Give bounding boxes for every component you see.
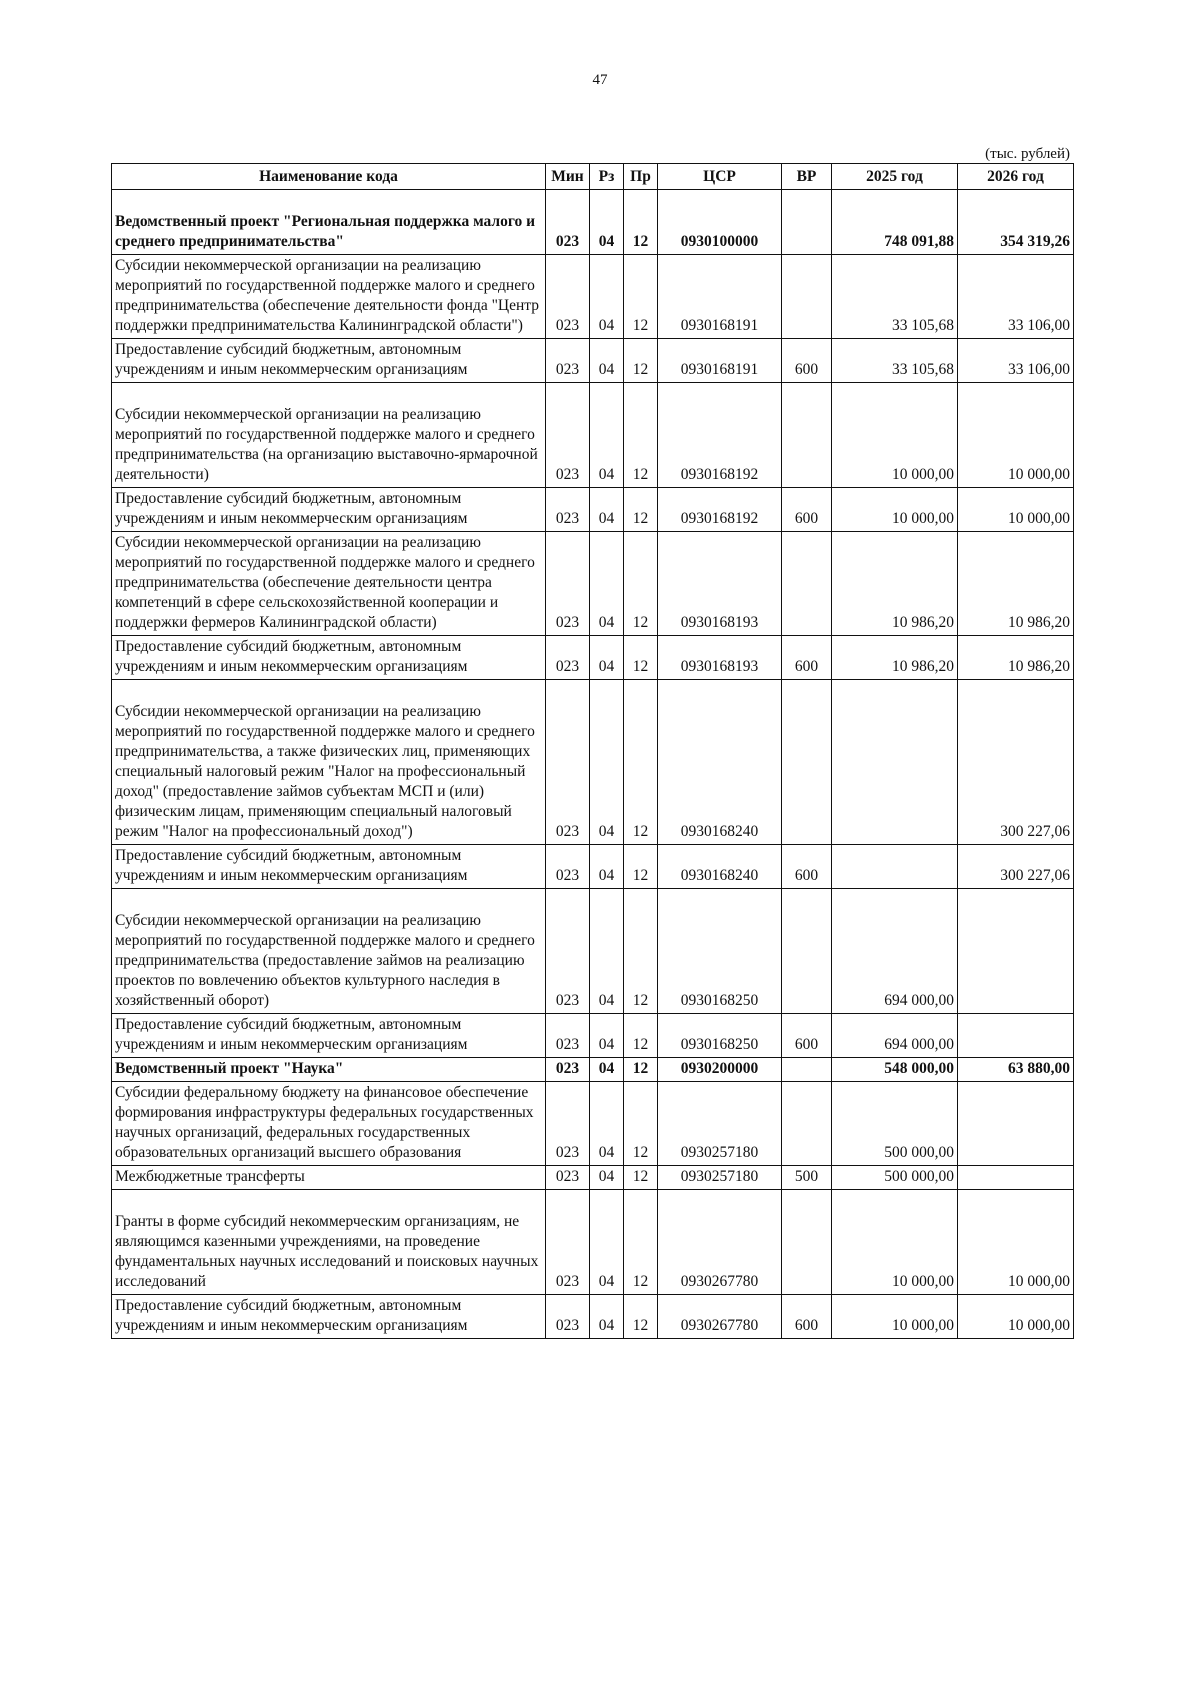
row-min: 023 bbox=[546, 532, 590, 636]
row-min: 023 bbox=[546, 190, 590, 255]
row-2025: 10 986,20 bbox=[832, 532, 958, 636]
table-row bbox=[112, 488, 1074, 532]
row-2026: 10 986,20 bbox=[958, 532, 1074, 636]
row-name: Субсидии некоммерческой организации на реализацию мероприятий по государственной поддержке малого и среднего предпринимательства, а также физических лиц, применяющих специальный налоговый режим "Налог на профессиональный доход" (предоставление займов субъектам МСП и (или) физическим лицам, применяющим специальный налоговый режим "Налог на профессиональный доход") bbox=[112, 680, 546, 845]
header-min: Мин bbox=[546, 164, 590, 190]
row-vr: 600 bbox=[782, 339, 832, 383]
table-row bbox=[112, 1014, 1074, 1058]
table-row bbox=[112, 1295, 1074, 1339]
table-row bbox=[112, 636, 1074, 680]
row-vr bbox=[782, 1190, 832, 1295]
table-row bbox=[112, 1190, 1074, 1295]
units-label: (тыс. рублей) bbox=[985, 146, 1070, 162]
row-pr: 12 bbox=[624, 845, 658, 889]
table-row bbox=[112, 1082, 1074, 1166]
row-2025: 500 000,00 bbox=[832, 1166, 958, 1190]
row-min: 023 bbox=[546, 255, 590, 339]
table-header-row bbox=[112, 164, 1074, 190]
row-csr: 0930267780 bbox=[658, 1295, 782, 1339]
row-pr: 12 bbox=[624, 488, 658, 532]
row-pr: 12 bbox=[624, 636, 658, 680]
row-2026: 10 000,00 bbox=[958, 1295, 1074, 1339]
table-row bbox=[112, 1166, 1074, 1190]
row-rz: 04 bbox=[590, 889, 624, 1014]
row-2025: 694 000,00 bbox=[832, 1014, 958, 1058]
row-csr: 0930168192 bbox=[658, 488, 782, 532]
row-min: 023 bbox=[546, 889, 590, 1014]
row-2026 bbox=[958, 1014, 1074, 1058]
row-pr: 12 bbox=[624, 255, 658, 339]
row-csr: 0930257180 bbox=[658, 1082, 782, 1166]
row-csr: 0930168193 bbox=[658, 636, 782, 680]
row-2026: 354 319,26 bbox=[958, 190, 1074, 255]
row-2026: 10 000,00 bbox=[958, 383, 1074, 488]
row-rz: 04 bbox=[590, 383, 624, 488]
header-rz: Рз bbox=[590, 164, 624, 190]
row-name: Предоставление субсидий бюджетным, автономным учреждениям и иным некоммерческим организациям bbox=[112, 1014, 546, 1058]
row-pr: 12 bbox=[624, 339, 658, 383]
table-row bbox=[112, 845, 1074, 889]
row-name: Субсидии федеральному бюджету на финансовое обеспечение формирования инфраструктуры федеральных государственных научных организаций, федеральных государственных образовательных организаций высшего образования bbox=[112, 1082, 546, 1166]
row-vr: 600 bbox=[782, 1295, 832, 1339]
row-pr: 12 bbox=[624, 1058, 658, 1082]
row-csr: 0930168240 bbox=[658, 845, 782, 889]
row-name: Предоставление субсидий бюджетным, автономным учреждениям и иным некоммерческим организациям bbox=[112, 339, 546, 383]
row-vr bbox=[782, 383, 832, 488]
row-name: Ведомственный проект "Наука" bbox=[112, 1058, 546, 1082]
row-min: 023 bbox=[546, 383, 590, 488]
row-vr bbox=[782, 255, 832, 339]
row-name: Субсидии некоммерческой организации на реализацию мероприятий по государственной поддержке малого и среднего предпринимательства (обеспечение деятельности центра компетенций в сфере сельскохозяйственной кооперации и поддержки фермеров Калининградской области) bbox=[112, 532, 546, 636]
row-rz: 04 bbox=[590, 488, 624, 532]
row-2026: 33 106,00 bbox=[958, 339, 1074, 383]
table-body bbox=[112, 190, 1074, 1339]
row-rz: 04 bbox=[590, 845, 624, 889]
row-2026 bbox=[958, 889, 1074, 1014]
row-min: 023 bbox=[546, 339, 590, 383]
row-2025: 33 105,68 bbox=[832, 255, 958, 339]
header-name: Наименование кода bbox=[112, 164, 546, 190]
row-min: 023 bbox=[546, 1190, 590, 1295]
row-pr: 12 bbox=[624, 1190, 658, 1295]
row-min: 023 bbox=[546, 1058, 590, 1082]
row-vr bbox=[782, 532, 832, 636]
table-row bbox=[112, 383, 1074, 488]
row-pr: 12 bbox=[624, 889, 658, 1014]
row-csr: 0930168240 bbox=[658, 680, 782, 845]
table-row bbox=[112, 255, 1074, 339]
table-row bbox=[112, 190, 1074, 255]
row-vr bbox=[782, 889, 832, 1014]
table-row bbox=[112, 1058, 1074, 1082]
row-2026: 10 986,20 bbox=[958, 636, 1074, 680]
row-min: 023 bbox=[546, 1082, 590, 1166]
row-rz: 04 bbox=[590, 1014, 624, 1058]
row-rz: 04 bbox=[590, 190, 624, 255]
row-vr: 600 bbox=[782, 845, 832, 889]
table-row bbox=[112, 889, 1074, 1014]
row-pr: 12 bbox=[624, 1295, 658, 1339]
row-pr: 12 bbox=[624, 680, 658, 845]
row-pr: 12 bbox=[624, 190, 658, 255]
row-csr: 0930257180 bbox=[658, 1166, 782, 1190]
header-2025: 2025 год bbox=[832, 164, 958, 190]
row-2025: 748 091,88 bbox=[832, 190, 958, 255]
row-vr: 600 bbox=[782, 488, 832, 532]
row-2025: 10 986,20 bbox=[832, 636, 958, 680]
row-csr: 0930168191 bbox=[658, 339, 782, 383]
row-name: Субсидии некоммерческой организации на реализацию мероприятий по государственной поддержке малого и среднего предпринимательства (обеспечение деятельности фонда "Центр поддержки предпринимательства Калининградской области") bbox=[112, 255, 546, 339]
row-2026: 10 000,00 bbox=[958, 488, 1074, 532]
row-2026: 10 000,00 bbox=[958, 1190, 1074, 1295]
table-row bbox=[112, 680, 1074, 845]
row-vr: 500 bbox=[782, 1166, 832, 1190]
row-2025: 10 000,00 bbox=[832, 1295, 958, 1339]
row-rz: 04 bbox=[590, 1166, 624, 1190]
row-vr bbox=[782, 1082, 832, 1166]
row-name: Межбюджетные трансферты bbox=[112, 1166, 546, 1190]
row-2025 bbox=[832, 680, 958, 845]
row-2025: 10 000,00 bbox=[832, 1190, 958, 1295]
row-2026: 33 106,00 bbox=[958, 255, 1074, 339]
row-vr bbox=[782, 680, 832, 845]
row-2026: 63 880,00 bbox=[958, 1058, 1074, 1082]
budget-table bbox=[111, 163, 1074, 1339]
row-pr: 12 bbox=[624, 1014, 658, 1058]
row-2026 bbox=[958, 1166, 1074, 1190]
header-csr: ЦСР bbox=[658, 164, 782, 190]
header-pr: Пр bbox=[624, 164, 658, 190]
row-2025: 694 000,00 bbox=[832, 889, 958, 1014]
row-name: Предоставление субсидий бюджетным, автономным учреждениям и иным некоммерческим организациям bbox=[112, 1295, 546, 1339]
row-rz: 04 bbox=[590, 1295, 624, 1339]
row-2026: 300 227,06 bbox=[958, 680, 1074, 845]
row-min: 023 bbox=[546, 636, 590, 680]
row-rz: 04 bbox=[590, 680, 624, 845]
table-row bbox=[112, 339, 1074, 383]
row-name: Субсидии некоммерческой организации на реализацию мероприятий по государственной поддержке малого и среднего предпринимательства (на организацию выставочно-ярмарочной деятельности) bbox=[112, 383, 546, 488]
row-name: Предоставление субсидий бюджетным, автономным учреждениям и иным некоммерческим организациям bbox=[112, 488, 546, 532]
row-rz: 04 bbox=[590, 636, 624, 680]
row-name: Гранты в форме субсидий некоммерческим организациям, не являющимся казенными учреждениями, на проведение фундаментальных научных исследований и поисковых научных исследований bbox=[112, 1190, 546, 1295]
row-rz: 04 bbox=[590, 1058, 624, 1082]
row-csr: 0930267780 bbox=[658, 1190, 782, 1295]
row-rz: 04 bbox=[590, 1082, 624, 1166]
row-2025: 548 000,00 bbox=[832, 1058, 958, 1082]
row-min: 023 bbox=[546, 1014, 590, 1058]
row-2025: 10 000,00 bbox=[832, 488, 958, 532]
header-vr: ВР bbox=[782, 164, 832, 190]
row-rz: 04 bbox=[590, 532, 624, 636]
row-csr: 0930168193 bbox=[658, 532, 782, 636]
row-vr: 600 bbox=[782, 1014, 832, 1058]
row-csr: 0930200000 bbox=[658, 1058, 782, 1082]
row-vr bbox=[782, 1058, 832, 1082]
row-name: Предоставление субсидий бюджетным, автономным учреждениям и иным некоммерческим организациям bbox=[112, 845, 546, 889]
row-csr: 0930100000 bbox=[658, 190, 782, 255]
row-2025: 10 000,00 bbox=[832, 383, 958, 488]
row-vr: 600 bbox=[782, 636, 832, 680]
row-min: 023 bbox=[546, 845, 590, 889]
row-2026 bbox=[958, 1082, 1074, 1166]
row-name: Предоставление субсидий бюджетным, автономным учреждениям и иным некоммерческим организациям bbox=[112, 636, 546, 680]
page-number: 47 bbox=[592, 72, 608, 88]
row-2026: 300 227,06 bbox=[958, 845, 1074, 889]
table-row bbox=[112, 532, 1074, 636]
row-pr: 12 bbox=[624, 383, 658, 488]
row-csr: 0930168250 bbox=[658, 1014, 782, 1058]
row-pr: 12 bbox=[624, 1166, 658, 1190]
row-min: 023 bbox=[546, 1166, 590, 1190]
row-csr: 0930168192 bbox=[658, 383, 782, 488]
row-min: 023 bbox=[546, 1295, 590, 1339]
header-2026: 2026 год bbox=[958, 164, 1074, 190]
row-name: Субсидии некоммерческой организации на реализацию мероприятий по государственной поддержке малого и среднего предпринимательства (предоставление займов на реализацию проектов по вовлечению объектов культурного наследия в хозяйственный оборот) bbox=[112, 889, 546, 1014]
row-rz: 04 bbox=[590, 1190, 624, 1295]
row-rz: 04 bbox=[590, 339, 624, 383]
row-vr bbox=[782, 190, 832, 255]
row-2025: 33 105,68 bbox=[832, 339, 958, 383]
row-csr: 0930168191 bbox=[658, 255, 782, 339]
row-rz: 04 bbox=[590, 255, 624, 339]
row-csr: 0930168250 bbox=[658, 889, 782, 1014]
row-name: Ведомственный проект "Региональная поддержка малого и среднего предпринимательства" bbox=[112, 190, 546, 255]
row-pr: 12 bbox=[624, 1082, 658, 1166]
row-pr: 12 bbox=[624, 532, 658, 636]
row-2025 bbox=[832, 845, 958, 889]
row-2025: 500 000,00 bbox=[832, 1082, 958, 1166]
row-min: 023 bbox=[546, 680, 590, 845]
row-min: 023 bbox=[546, 488, 590, 532]
